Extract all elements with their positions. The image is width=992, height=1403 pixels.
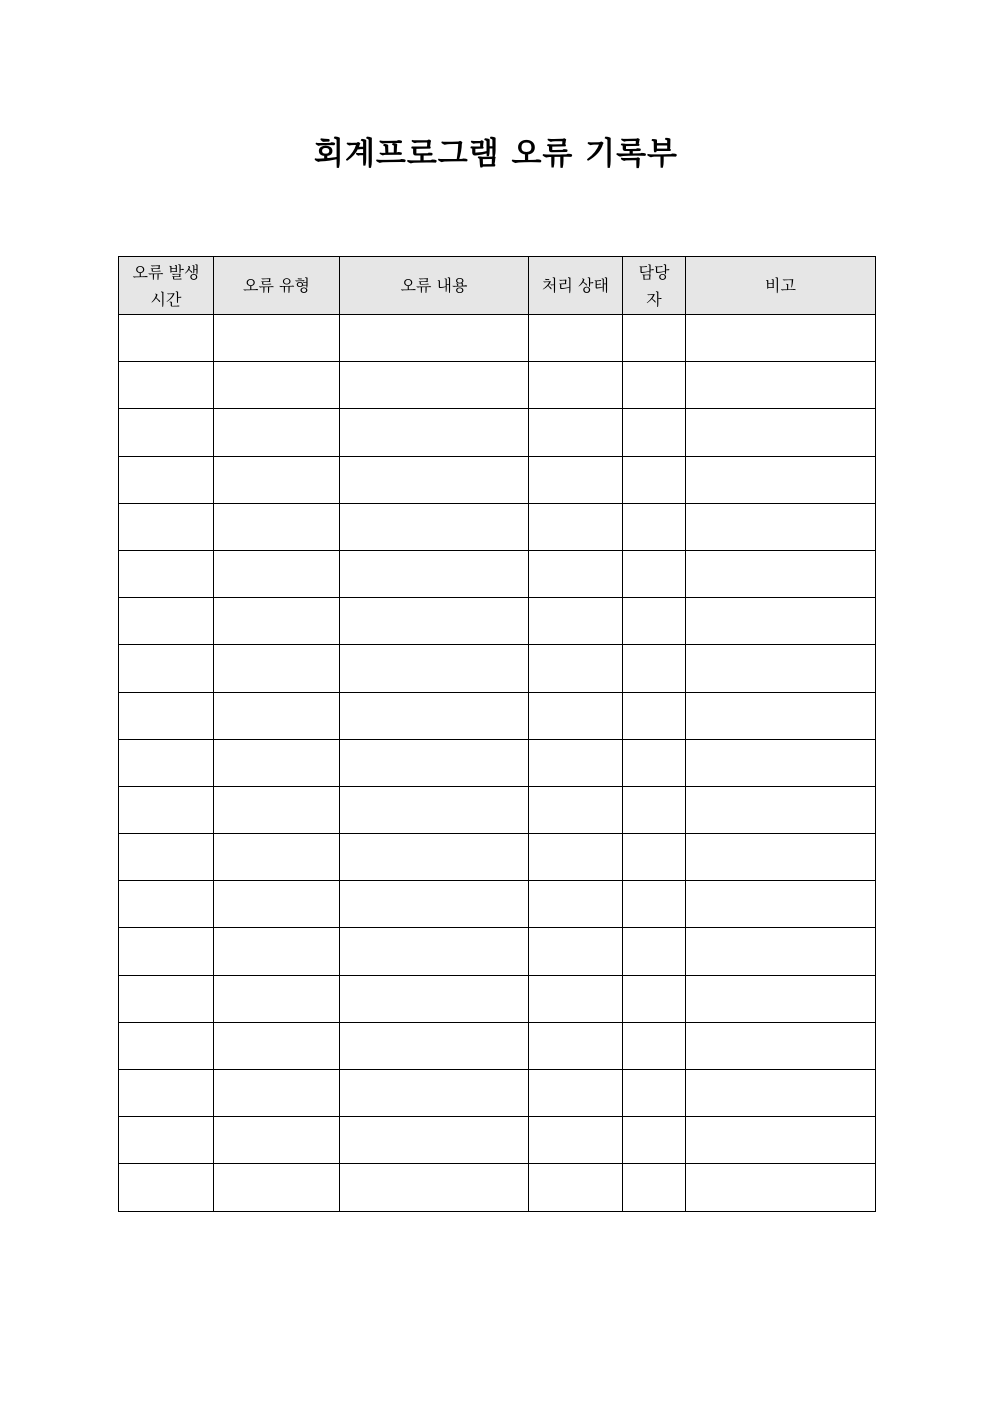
cell-status[interactable] xyxy=(529,315,623,362)
cell-status[interactable] xyxy=(529,598,623,645)
table-row xyxy=(119,1164,876,1211)
cell-status[interactable] xyxy=(529,786,623,833)
cell-time[interactable] xyxy=(119,881,214,928)
cell-type[interactable] xyxy=(214,881,340,928)
cell-status[interactable] xyxy=(529,928,623,975)
table-row xyxy=(119,362,876,409)
cell-content[interactable] xyxy=(340,315,529,362)
cell-note[interactable] xyxy=(686,409,876,456)
cell-type[interactable] xyxy=(214,739,340,786)
cell-time[interactable] xyxy=(119,550,214,597)
cell-status[interactable] xyxy=(529,1164,623,1211)
cell-owner[interactable] xyxy=(623,928,686,975)
cell-content[interactable] xyxy=(340,598,529,645)
cell-type[interactable] xyxy=(214,834,340,881)
cell-time[interactable] xyxy=(119,645,214,692)
cell-owner[interactable] xyxy=(623,315,686,362)
cell-content[interactable] xyxy=(340,928,529,975)
cell-owner[interactable] xyxy=(623,598,686,645)
table-row xyxy=(119,645,876,692)
cell-owner[interactable] xyxy=(623,692,686,739)
cell-content[interactable] xyxy=(340,456,529,503)
cell-status[interactable] xyxy=(529,409,623,456)
cell-time[interactable] xyxy=(119,834,214,881)
cell-type[interactable] xyxy=(214,503,340,550)
cell-time[interactable] xyxy=(119,456,214,503)
cell-note[interactable] xyxy=(686,1117,876,1164)
cell-time[interactable] xyxy=(119,503,214,550)
header-cell-content xyxy=(340,257,529,315)
table-row xyxy=(119,456,876,503)
cell-content[interactable] xyxy=(340,1164,529,1211)
cell-type[interactable] xyxy=(214,786,340,833)
cell-type[interactable] xyxy=(214,1070,340,1117)
cell-owner[interactable] xyxy=(623,881,686,928)
cell-content[interactable] xyxy=(340,409,529,456)
header-label-owner: 담당 자 xyxy=(638,262,670,309)
cell-status[interactable] xyxy=(529,456,623,503)
header-cell-time xyxy=(119,257,214,315)
cell-type[interactable] xyxy=(214,315,340,362)
cell-time[interactable] xyxy=(119,1022,214,1069)
cell-time[interactable] xyxy=(119,362,214,409)
cell-owner[interactable] xyxy=(623,503,686,550)
cell-note[interactable] xyxy=(686,1022,876,1069)
cell-content[interactable] xyxy=(340,645,529,692)
table-row xyxy=(119,315,876,362)
cell-time[interactable] xyxy=(119,692,214,739)
cell-type[interactable] xyxy=(214,645,340,692)
table-row xyxy=(119,834,876,881)
cell-owner[interactable] xyxy=(623,786,686,833)
cell-time[interactable] xyxy=(119,928,214,975)
cell-status[interactable] xyxy=(529,834,623,881)
cell-owner[interactable] xyxy=(623,1070,686,1117)
table-row xyxy=(119,786,876,833)
cell-content[interactable] xyxy=(340,1070,529,1117)
table-row xyxy=(119,928,876,975)
cell-content[interactable] xyxy=(340,881,529,928)
cell-time[interactable] xyxy=(119,315,214,362)
cell-type[interactable] xyxy=(214,928,340,975)
cell-owner[interactable] xyxy=(623,550,686,597)
cell-note[interactable] xyxy=(686,598,876,645)
cell-note[interactable] xyxy=(686,503,876,550)
cell-status[interactable] xyxy=(529,503,623,550)
cell-note[interactable] xyxy=(686,928,876,975)
cell-content[interactable] xyxy=(340,739,529,786)
table-body xyxy=(119,315,876,1212)
cell-content[interactable] xyxy=(340,975,529,1022)
table-row xyxy=(119,739,876,786)
cell-note[interactable] xyxy=(686,550,876,597)
header-cell-status xyxy=(529,257,623,315)
cell-status[interactable] xyxy=(529,645,623,692)
header-label-content: 오류 내용 xyxy=(400,276,468,295)
cell-note[interactable] xyxy=(686,645,876,692)
cell-type[interactable] xyxy=(214,692,340,739)
cell-note[interactable] xyxy=(686,975,876,1022)
cell-status[interactable] xyxy=(529,975,623,1022)
cell-owner[interactable] xyxy=(623,456,686,503)
cell-content[interactable] xyxy=(340,550,529,597)
cell-content[interactable] xyxy=(340,786,529,833)
header-label-time: 오류 발생 시간 xyxy=(132,262,200,309)
cell-type[interactable] xyxy=(214,362,340,409)
cell-content[interactable] xyxy=(340,503,529,550)
page-title: 회계프로그램 오류 기록부 xyxy=(314,136,678,172)
cell-note[interactable] xyxy=(686,786,876,833)
cell-owner[interactable] xyxy=(623,1164,686,1211)
table-row xyxy=(119,1022,876,1069)
cell-type[interactable] xyxy=(214,1022,340,1069)
cell-type[interactable] xyxy=(214,975,340,1022)
cell-note[interactable] xyxy=(686,739,876,786)
cell-content[interactable] xyxy=(340,362,529,409)
cell-owner[interactable] xyxy=(623,739,686,786)
cell-note[interactable] xyxy=(686,362,876,409)
cell-owner[interactable] xyxy=(623,1022,686,1069)
cell-content[interactable] xyxy=(340,834,529,881)
header-label-type: 오류 유형 xyxy=(243,276,310,295)
cell-owner[interactable] xyxy=(623,1117,686,1164)
table-row xyxy=(119,409,876,456)
cell-type[interactable] xyxy=(214,409,340,456)
cell-note[interactable] xyxy=(686,1164,876,1211)
cell-type[interactable] xyxy=(214,598,340,645)
cell-status[interactable] xyxy=(529,692,623,739)
cell-time[interactable] xyxy=(119,1117,214,1164)
cell-note[interactable] xyxy=(686,881,876,928)
table-row xyxy=(119,1070,876,1117)
cell-owner[interactable] xyxy=(623,645,686,692)
header-cell-type xyxy=(214,257,340,315)
cell-note[interactable] xyxy=(686,834,876,881)
cell-owner[interactable] xyxy=(623,362,686,409)
cell-note[interactable] xyxy=(686,692,876,739)
header-label-status: 처리 상태 xyxy=(542,276,609,295)
cell-status[interactable] xyxy=(529,1117,623,1164)
header-row xyxy=(119,257,876,315)
table-row xyxy=(119,550,876,597)
error-log-table xyxy=(118,256,876,1212)
table-row xyxy=(119,975,876,1022)
cell-status[interactable] xyxy=(529,881,623,928)
cell-type[interactable] xyxy=(214,1117,340,1164)
cell-content[interactable] xyxy=(340,1117,529,1164)
table-row xyxy=(119,692,876,739)
cell-note[interactable] xyxy=(686,315,876,362)
table-header xyxy=(119,257,876,315)
header-cell-owner xyxy=(623,257,686,315)
cell-type[interactable] xyxy=(214,550,340,597)
table-row xyxy=(119,1117,876,1164)
cell-time[interactable] xyxy=(119,409,214,456)
header-label-note: 비고 xyxy=(765,276,796,295)
table-row xyxy=(119,503,876,550)
cell-status[interactable] xyxy=(529,550,623,597)
cell-time[interactable] xyxy=(119,975,214,1022)
table-row xyxy=(119,598,876,645)
cell-type[interactable] xyxy=(214,456,340,503)
cell-owner[interactable] xyxy=(623,409,686,456)
table-row xyxy=(119,881,876,928)
cell-time[interactable] xyxy=(119,1070,214,1117)
cell-note[interactable] xyxy=(686,456,876,503)
cell-status[interactable] xyxy=(529,1022,623,1069)
cell-note[interactable] xyxy=(686,1070,876,1117)
cell-status[interactable] xyxy=(529,362,623,409)
cell-time[interactable] xyxy=(119,786,214,833)
cell-owner[interactable] xyxy=(623,834,686,881)
cell-time[interactable] xyxy=(119,598,214,645)
cell-time[interactable] xyxy=(119,1164,214,1211)
cell-content[interactable] xyxy=(340,692,529,739)
cell-time[interactable] xyxy=(119,739,214,786)
cell-status[interactable] xyxy=(529,1070,623,1117)
header-cell-note xyxy=(686,257,876,315)
cell-content[interactable] xyxy=(340,1022,529,1069)
cell-type[interactable] xyxy=(214,1164,340,1211)
cell-owner[interactable] xyxy=(623,975,686,1022)
cell-status[interactable] xyxy=(529,739,623,786)
